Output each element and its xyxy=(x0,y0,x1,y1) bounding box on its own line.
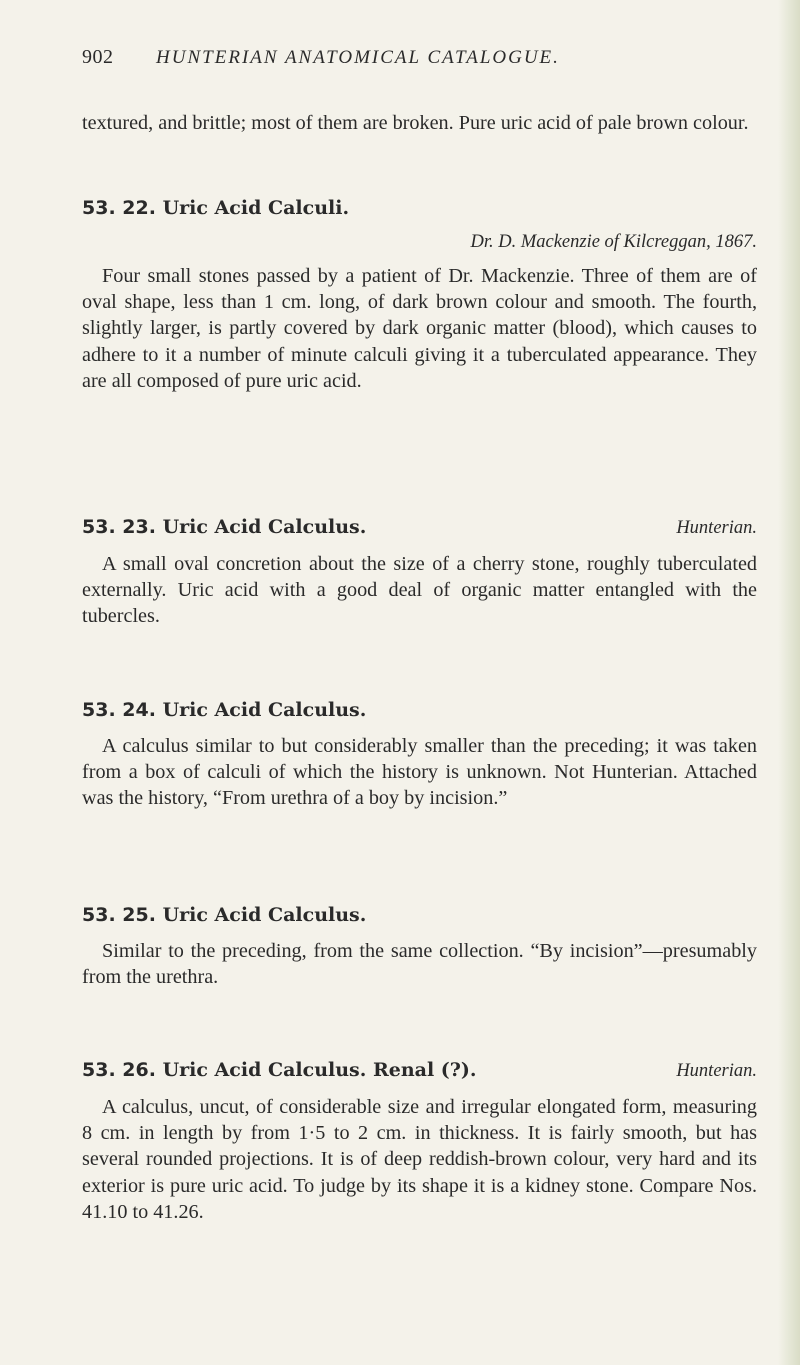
entry-number: 53. 22. xyxy=(82,197,156,219)
entry-heading-text xyxy=(82,195,349,221)
entry-heading-text xyxy=(82,514,366,540)
running-title: HUNTERIAN ANATOMICAL CATALOGUE. xyxy=(156,47,560,68)
catalogue-entry xyxy=(82,195,757,394)
entry-heading-text xyxy=(82,697,366,723)
entry-heading xyxy=(82,195,757,221)
catalogue-entry xyxy=(82,697,757,812)
entry-heading-text xyxy=(82,902,366,928)
intro-paragraph: textured, and brittle; most of them are broken. Pure uric acid of pale brown colour. xyxy=(82,112,749,134)
entry-number: 53. 23. xyxy=(82,516,156,538)
entry-description: Four small stones passed by a patient of Dr. Mackenzie. Three of them are of oval shape, less than 1 cm. long, of dark brown colour and smooth. The fourth, slightly larger, is partly covered by dark organic matter (blood), which causes to adhere to it a number of minute calculi giving it a tuberculated appearance. They are all composed of pure uric acid. xyxy=(82,265,757,392)
entry-description: A calculus, uncut, of considerable size and irregular elongated form, measuring 8 cm. in length by from 1·5 to 2 cm. in thickness. It is fairly smooth, but has several rounded projections. It is of deep reddish-brown colour, very hard and its exterior is pure uric acid. To judge by its shape it is a kidney stone. Compare Nos. 41.10 to 41.26. xyxy=(82,1096,757,1223)
entry-source: Hunterian. xyxy=(676,518,757,538)
entry-description: Similar to the preceding, from the same collection. “By incision”—presumably from the urethra. xyxy=(82,940,757,989)
entry-heading xyxy=(82,697,757,723)
catalogue-entry xyxy=(82,1057,757,1225)
entry-heading-text xyxy=(82,1057,477,1083)
entry-heading xyxy=(82,1057,757,1084)
entry-title: Uric Acid Calculus. xyxy=(162,904,367,926)
entry-description: A calculus similar to but considerably smaller than the preceding; it was taken from a box of calculi of which the history is unknown. Not Hunterian. Attached was the history, “From urethra of a boy by incision.” xyxy=(82,735,757,810)
entry-title: Uric Acid Calculi. xyxy=(162,197,350,219)
entry-donor: Dr. D. Mackenzie of Kilcreggan, 1867. xyxy=(470,232,757,252)
catalogue-entry xyxy=(82,514,757,630)
entry-number: 53. 24. xyxy=(82,699,156,721)
entry-title: Uric Acid Calculus. Renal (?). xyxy=(162,1059,477,1081)
page-edge-shadow xyxy=(778,0,800,1365)
entry-description: A small oval concretion about the size of a cherry stone, roughly tuberculated externally. Uric acid with a good deal of organic matter entangled with the tubercles. xyxy=(82,553,757,628)
entry-title: Uric Acid Calculus. xyxy=(162,699,367,721)
entry-source: Hunterian. xyxy=(676,1061,757,1081)
page-number: 902 xyxy=(82,46,114,68)
entry-heading xyxy=(82,514,757,541)
entry-title: Uric Acid Calculus. xyxy=(162,516,367,538)
entry-heading xyxy=(82,902,757,928)
entry-number: 53. 25. xyxy=(82,904,156,926)
running-head xyxy=(82,46,762,69)
catalogue-entry xyxy=(82,902,757,990)
entry-number: 53. 26. xyxy=(82,1059,156,1081)
